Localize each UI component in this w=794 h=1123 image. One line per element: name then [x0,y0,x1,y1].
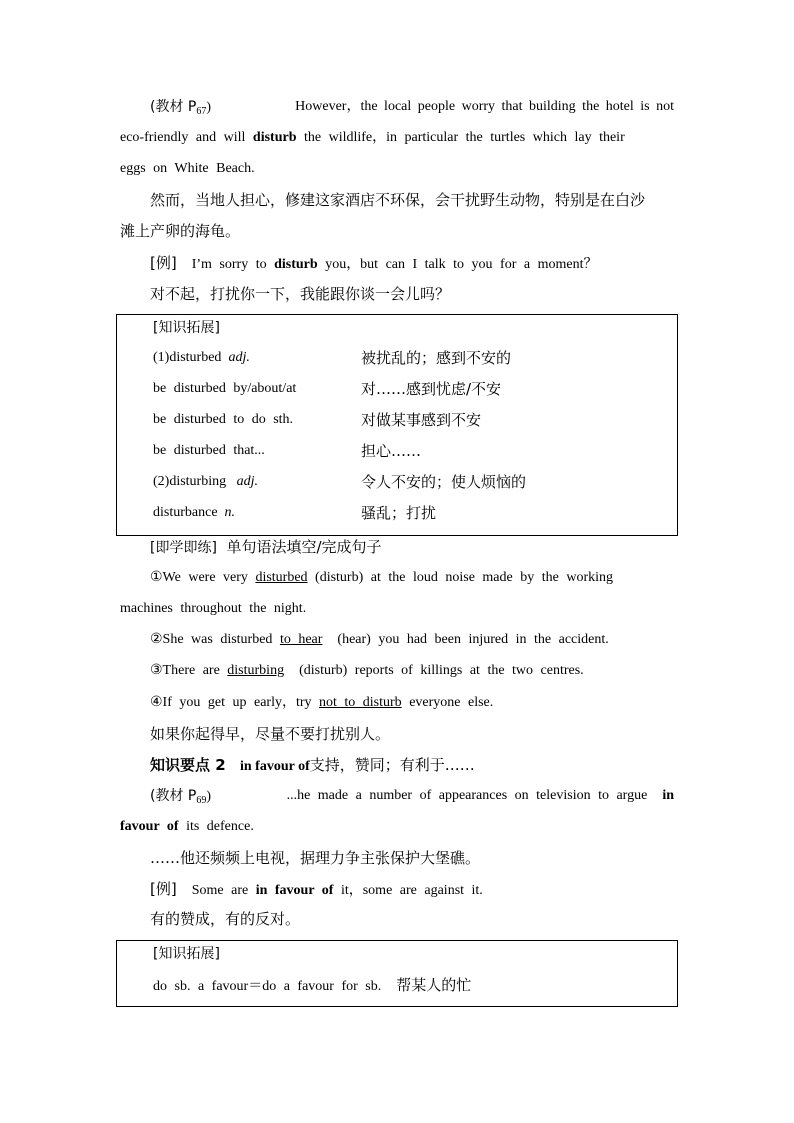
box-row-zh: 被扰乱的；感到不安的 [361,349,512,367]
box-row-en: be disturbed by/about/at [153,381,297,396]
source-line-2-2: favour of its defence. [120,819,254,834]
translation-line-2: 滩上产卵的海龟。 [120,222,241,240]
practice-heading: [即学即练] 单句语法填空/完成句子 [150,538,382,556]
box-row-zh: 令人不安的；使人烦恼的 [361,473,527,491]
practice-q4: ④If you get up early，try not to disturb everyone else. [150,695,494,710]
practice-q1-cont: machines throughout the night. [120,601,307,616]
box-row-en: (2)disturbing adj. [153,474,258,489]
example-sentence-1: [例] I’m sorry to disturb you，but can I talk to you for a moment？ [150,254,598,272]
box-row-zh: 对……感到忧虑/不安 [361,380,502,398]
answer-blank: disturbed [255,570,308,585]
knowledge-box-1 [116,314,678,536]
box2-line: do sb. a favour＝do a favour for sb. 帮某人的忙 [153,976,472,994]
translation-line-1: 然而，当地人担心，修建这家酒店不环保，会干扰野生动物，特别是在白沙 [150,191,646,209]
box-row-zh: 对做某事感到不安 [361,411,482,429]
answer-blank: disturbing [227,663,285,678]
box-row-en: be disturbed to do sth. [153,412,294,427]
source-line-2-1: (教材 $P_{69}$) ...he made a number of appearances on television to argue in [150,788,674,806]
box-title: [知识拓展] [153,320,220,336]
source-line-3: eggs on White Beach. [120,161,255,176]
box-row-zh: 骚乱；打扰 [361,504,437,522]
box-row-en: (1)disturbed adj. [153,350,250,365]
source-line-2: eco-friendly and will disturb the wildlife，in particular the turtles which lay their [120,130,625,145]
practice-q2: ②She was disturbed to hear (hear) you had been injured in the accident. [150,632,609,647]
source-text-1: However，the local people worry that building the hotel is not [295,99,674,114]
practice-q3: ③There are disturbing (disturb) reports of killings at the two centres. [150,663,584,678]
section-heading-2: 知识要点 2 in favour of支持，赞同；有利于…… [150,756,475,774]
source-line-1 [150,97,674,118]
practice-q1: ①We were very disturbed (disturb) at the loud noise made by the working [150,570,613,585]
example-translation-2: 有的赞成，有的反对。 [150,910,301,928]
example-sentence-2: [例] Some are in favour of it，some are against it. [150,880,483,898]
box-row-en: be disturbed that... [153,443,265,458]
example-translation-1: 对不起，打扰你一下，我能跟你谈一会儿吗？ [150,285,451,303]
practice-q4-translation: 如果你起得早，尽量不要打扰别人。 [150,725,391,743]
answer-blank: not to disturb [319,695,402,710]
answer-blank: to hear [279,632,323,647]
keyword-disturb: disturb [252,130,297,145]
box-row-en: disturbance n. [153,505,236,520]
box-title: [知识拓展] [153,946,220,962]
translation-2: ……他还频频上电视，据理力争主张保护大堡礁。 [150,849,481,867]
knowledge-box-2 [116,940,678,1007]
source-citation: (教材 $P_{67}$) [150,99,212,117]
source-citation: (教材 $P_{69}$) [150,788,212,806]
box-row-zh: 担心…… [361,442,422,460]
